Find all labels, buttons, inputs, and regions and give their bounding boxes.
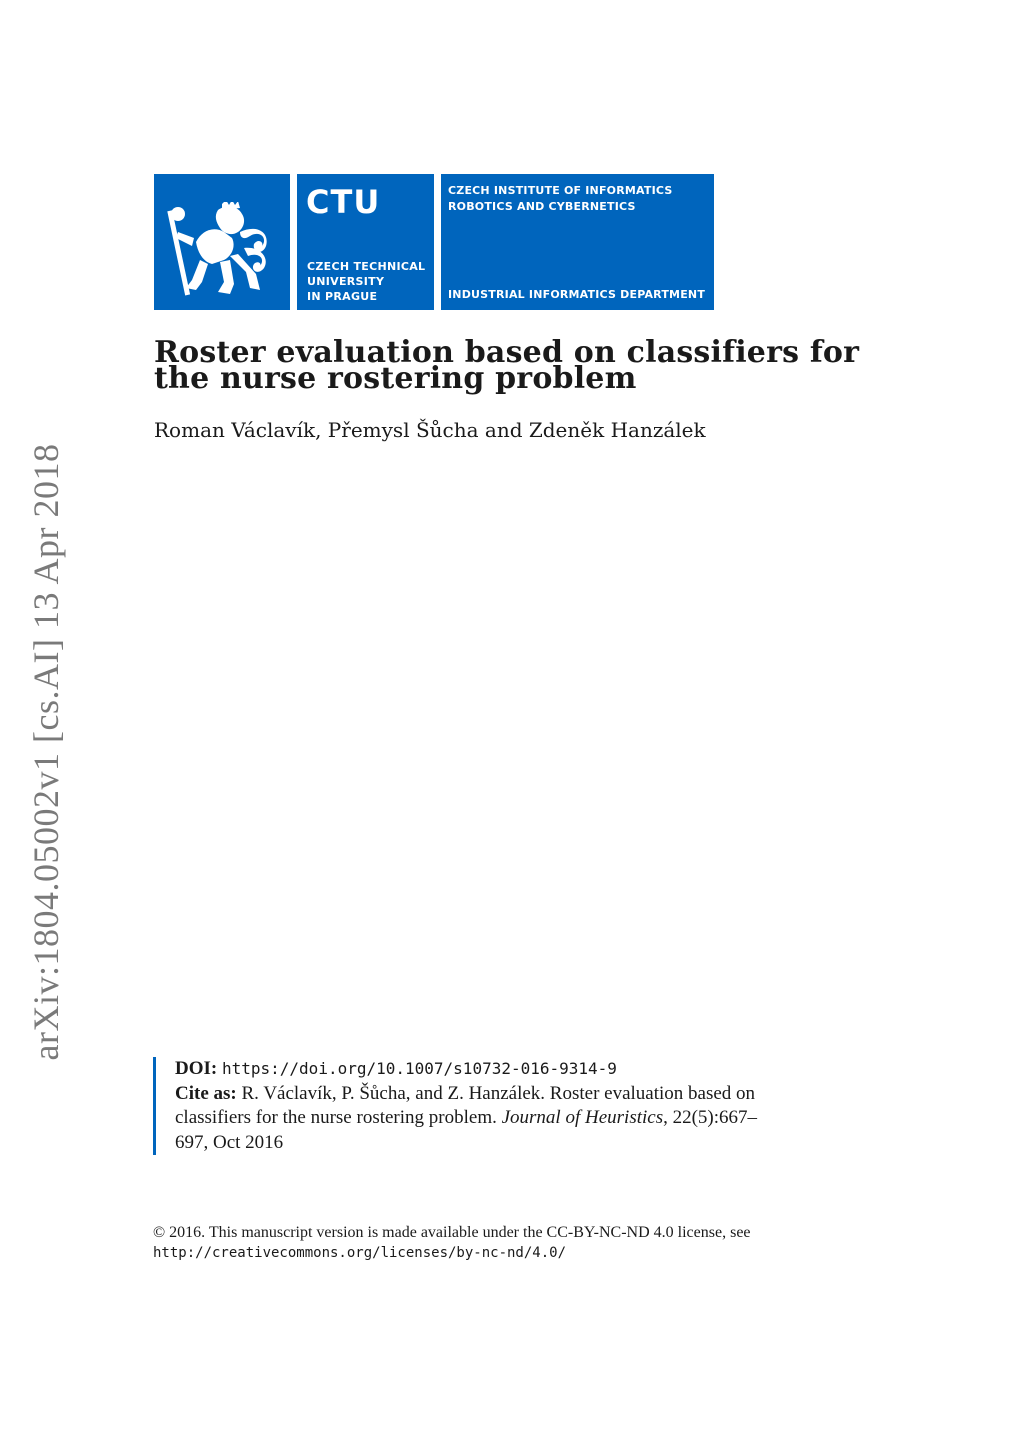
title-line: the nurse rostering problem: [154, 361, 637, 396]
ctu-abbreviation: CTU: [306, 183, 381, 221]
paper-title: [154, 335, 914, 396]
license-text: © 2016. This manuscript version is made available under the CC-BY-NC-ND 4.0 license, see: [153, 1224, 751, 1241]
citation-box: [153, 1057, 895, 1155]
ctu-logo-panel: [297, 174, 434, 310]
license-link[interactable]: http://creativecommons.org/licenses/by-nc-nd/4.0/: [153, 1245, 567, 1261]
ctu-name-line: CZECH TECHNICAL: [307, 260, 426, 273]
ciirc-name-line: ROBOTICS AND CYBERNETICS: [448, 200, 636, 213]
lion-emblem-icon: [166, 202, 278, 298]
cite-line: [175, 1131, 895, 1156]
cite-volume: , 22(5):667–: [663, 1107, 758, 1128]
cite-line: [175, 1082, 895, 1107]
ciirc-name-line: CZECH INSTITUTE OF INFORMATICS: [448, 184, 673, 197]
cite-text: classifiers for the nurse rostering problem.: [175, 1107, 497, 1128]
journal-name: Journal of Heuristics: [501, 1107, 664, 1128]
doi-label: DOI:: [175, 1058, 218, 1079]
ciirc-logo-panel: [441, 174, 714, 310]
arxiv-identifier-stamp: arXiv:1804.05002v1 [cs.AI] 13 Apr 2018: [26, 443, 66, 1061]
title-line: Roster evaluation based on classifiers for: [154, 335, 860, 370]
ctu-name-line: IN PRAGUE: [307, 290, 378, 303]
license-notice: [153, 1223, 873, 1263]
doi-line: [175, 1057, 895, 1082]
ctu-full-name: [307, 259, 425, 304]
paper-authors: Roman Václavík, Přemysl Šůcha and Zdeněk Hanzálek: [154, 418, 706, 442]
department-name: INDUSTRIAL INFORMATICS DEPARTMENT: [448, 288, 706, 301]
cite-line: [175, 1106, 895, 1131]
doi-link[interactable]: https://doi.org/10.1007/s10732-016-9314-9: [221, 1059, 617, 1078]
cite-text: R. Václavík, P. Šůcha, and Z. Hanzálek. Roster evaluation based on: [241, 1082, 756, 1104]
cite-label: Cite as:: [175, 1082, 237, 1104]
ctu-name-line: UNIVERSITY: [307, 275, 385, 288]
cite-pages-date: 697, Oct 2016: [175, 1131, 284, 1153]
ctu-lion-logo: [154, 174, 290, 310]
